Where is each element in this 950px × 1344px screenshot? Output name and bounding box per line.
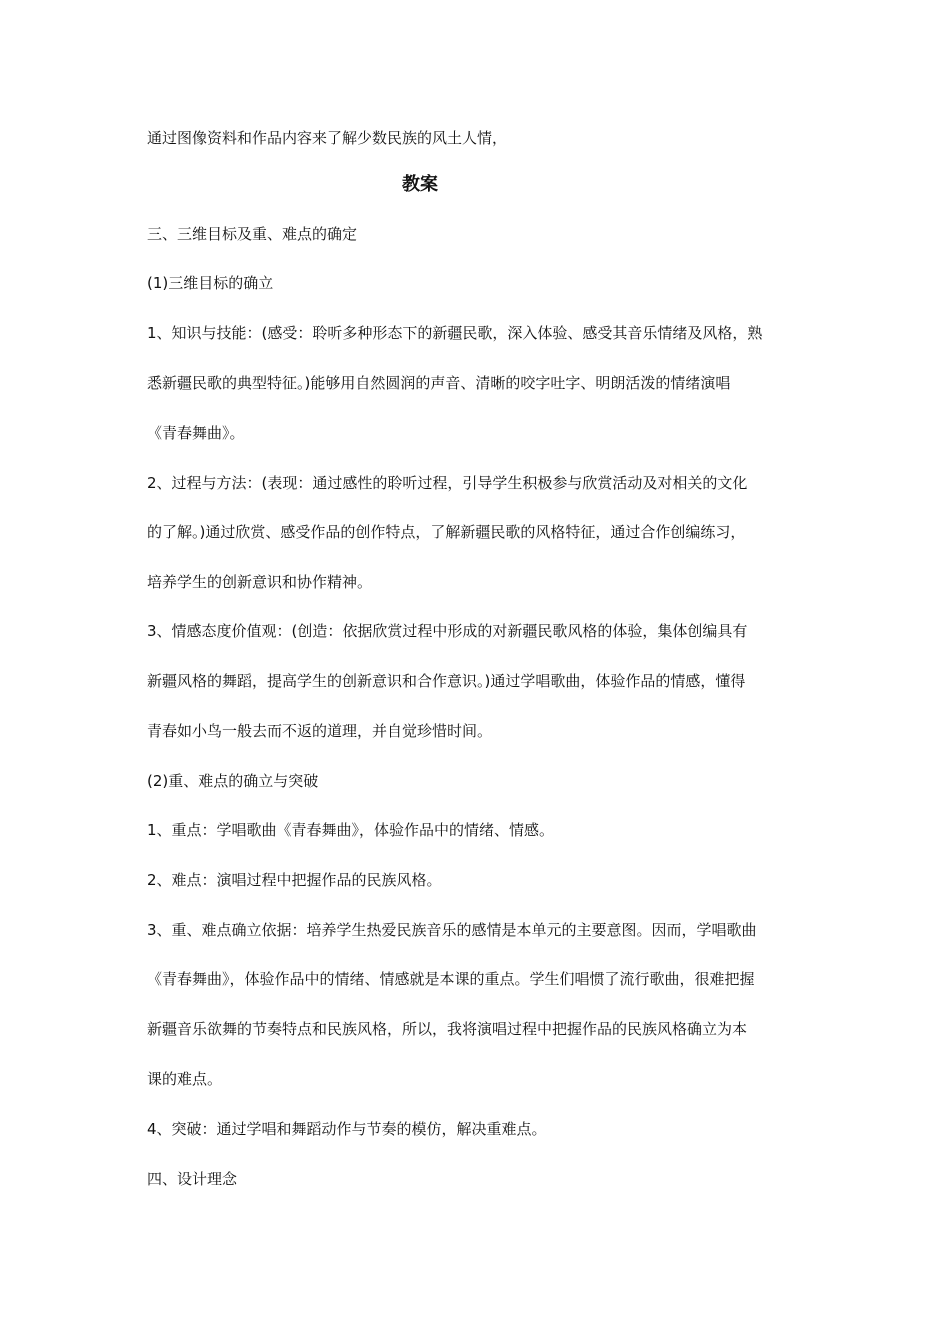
paragraph-line: 课的难点。: [147, 1070, 223, 1088]
paragraph-line: 悉新疆民歌的典型特征。)能够用自然圆润的声音、清晰的咬字吐字、明朗活泼的情绪演唱: [147, 374, 731, 392]
paragraph-line: 新疆音乐欲舞的节奏特点和民族风格，所以，我将演唱过程中把握作品的民族风格确立为本: [147, 1020, 748, 1038]
paragraph-line: 《青春舞曲》，体验作品中的情绪、情感就是本课的重点。学生们唱惯了流行歌曲，很难把握: [147, 970, 755, 988]
paragraph-line: 《青春舞曲》。: [147, 424, 245, 442]
paragraph-line: 青春如小鸟一般去而不返的道理，并自觉珍惜时间。: [147, 722, 493, 740]
paragraph-line: 1、重点：学唱歌曲《青春舞曲》，体验作品中的情绪、情感。: [147, 821, 555, 839]
paragraph-line: 2、难点：演唱过程中把握作品的民族风格。: [147, 871, 442, 889]
paragraph-line: 培养学生的创新意识和协作精神。: [147, 573, 373, 591]
intro-line: 通过图像资料和作品内容来了解少数民族的风土人情，: [147, 129, 508, 147]
section-heading-goals: 三、三维目标及重、难点的确定: [147, 225, 358, 243]
document-title: 教案: [402, 174, 438, 195]
section-heading-design: 四、设计理念: [147, 1170, 238, 1188]
subsection-heading: (2)重、难点的确立与突破: [147, 772, 319, 790]
paragraph-line: 新疆风格的舞蹈，提高学生的创新意识和合作意识。)通过学唱歌曲，体验作品的情感，懂得: [147, 672, 746, 690]
paragraph-line: 3、情感态度价值观：(创造：依据欣赏过程中形成的对新疆民歌风格的体验，集体创编具有: [147, 622, 748, 640]
paragraph-line: 4、突破：通过学唱和舞蹈动作与节奏的模仿，解决重难点。: [147, 1120, 547, 1138]
subsection-heading: (1)三维目标的确立: [147, 274, 274, 292]
paragraph-line: 的了解。)通过欣赏、感受作品的创作特点，了解新疆民歌的风格特征，通过合作创编练习，: [147, 523, 746, 541]
paragraph-line: 1、知识与技能：(感受：聆听多种形态下的新疆民歌，深入体验、感受其音乐情绪及风格，熟: [147, 324, 763, 342]
paragraph-line: 2、过程与方法：(表现：通过感性的聆听过程，引导学生积极参与欣赏活动及对相关的文化: [147, 474, 748, 492]
paragraph-line: 3、重、难点确立依据：培养学生热爱民族音乐的感情是本单元的主要意图。因而，学唱歌曲: [147, 921, 757, 939]
